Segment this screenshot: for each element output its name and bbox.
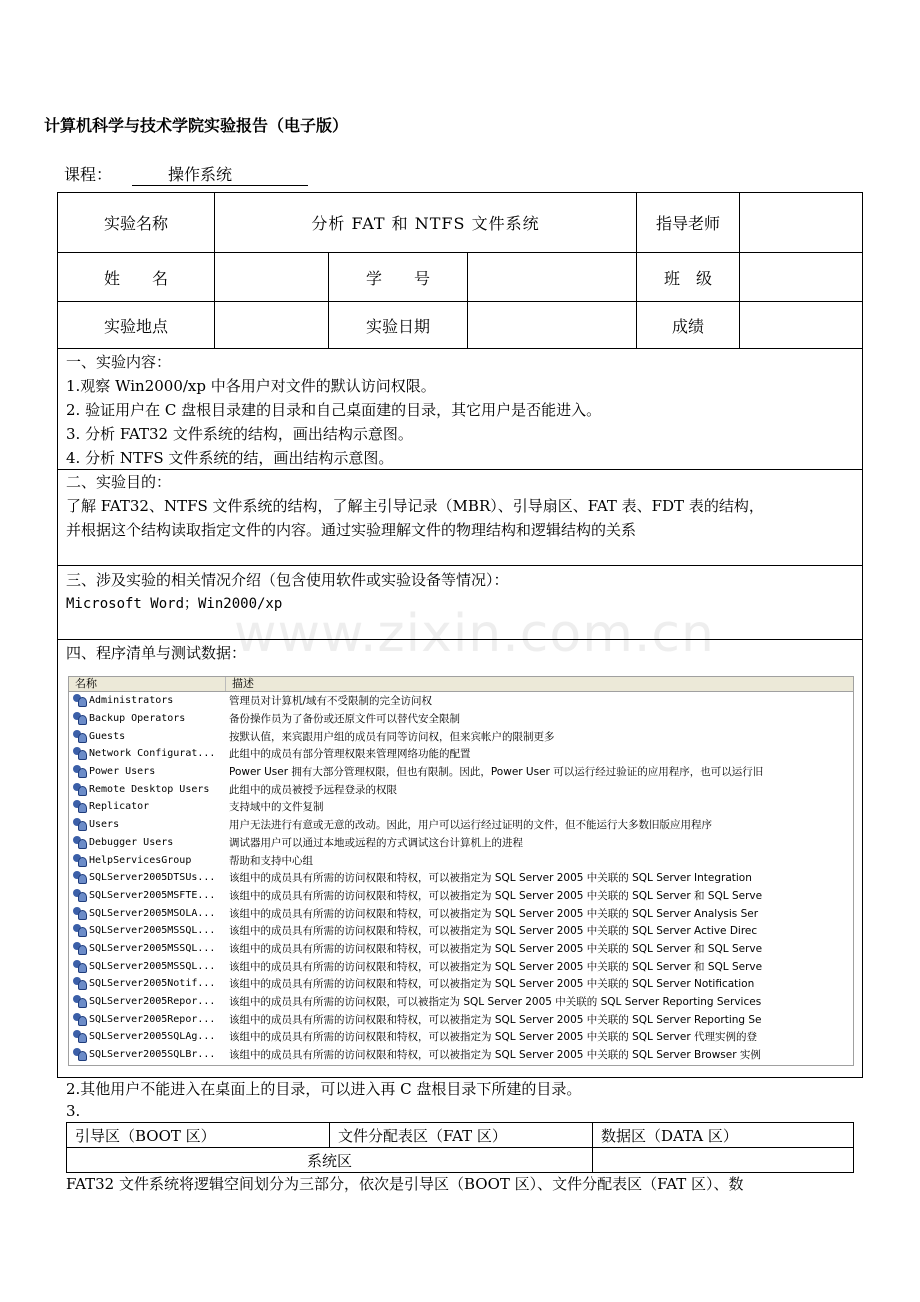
date-value[interactable] bbox=[468, 302, 637, 349]
list-item[interactable] bbox=[69, 834, 853, 852]
group-description: 按默认值，来宾跟用户组的成员有同等访问权，但来宾帐户的限制更多 bbox=[229, 730, 555, 743]
group-name-cell bbox=[69, 960, 227, 973]
location-label: 实验地点 bbox=[58, 302, 215, 349]
group-icon bbox=[73, 1030, 87, 1043]
group-name: SQLServer2005MSSQL... bbox=[89, 960, 216, 972]
list-item[interactable] bbox=[69, 727, 853, 745]
score-label: 成绩 bbox=[637, 302, 740, 349]
section1-item: 4. 分析 NTFS 文件系统的结，画出结构示意图。 bbox=[66, 449, 394, 467]
group-icon bbox=[73, 1013, 87, 1026]
group-name: Users bbox=[89, 819, 120, 831]
group-name-cell bbox=[69, 1048, 227, 1061]
section1-item: 1.观察 Win2000/xp 中各用户对文件的默认访问权限。 bbox=[66, 377, 436, 395]
group-name-cell bbox=[69, 995, 227, 1008]
fat32-description: FAT32 文件系统将逻辑空间划分为三部分，依次是引导区（BOOT 区）、文件分配表区（FAT 区）、数 bbox=[66, 1175, 744, 1193]
exp-name-value: 分析 FAT 和 NTFS 文件系统 bbox=[215, 193, 637, 253]
list-item[interactable] bbox=[69, 1046, 853, 1064]
group-description: 该组中的成员具有所需的访问权限和特权，可以被指定为 SQL Server 2005 中关联的 SQL Server Reporting Se bbox=[229, 1013, 762, 1026]
group-icon bbox=[73, 889, 87, 902]
date-label: 实验日期 bbox=[329, 302, 468, 349]
group-name: SQLServer2005MSOLA... bbox=[89, 907, 216, 919]
column-header-desc[interactable]: 描述 bbox=[232, 677, 254, 690]
group-description: 该组中的成员具有所需的访问权限和特权，可以被指定为 SQL Server 2005 中关联的 SQL Server 和 SQL Serve bbox=[229, 960, 763, 973]
column-header-name[interactable]: 名称 bbox=[69, 677, 226, 691]
group-name-cell bbox=[69, 730, 227, 743]
group-name-cell bbox=[69, 712, 227, 725]
group-description: 备份操作员为了备份或还原文件可以替代安全限制 bbox=[229, 713, 460, 726]
score-value[interactable] bbox=[740, 302, 863, 349]
section2-line: 并根据这个结构读取指定文件的内容。通过实验理解文件的物理结构和逻辑结构的关系 bbox=[66, 521, 637, 539]
group-description: 管理员对计算机/域有不受限制的完全访问权 bbox=[229, 695, 433, 708]
group-name-cell bbox=[69, 783, 227, 796]
group-icon bbox=[73, 694, 87, 707]
list-item[interactable] bbox=[69, 745, 853, 763]
fat32-structure-table bbox=[66, 1122, 854, 1173]
section1-item: 2. 验证用户在 C 盘根目录建的目录和自己桌面建的目录，其它用户是否能进入。 bbox=[66, 401, 602, 419]
group-description: 该组中的成员具有所需的访问权限和特权，可以被指定为 SQL Server 2005 中关联的 SQL Server 和 SQL Serve bbox=[229, 942, 763, 955]
list-item[interactable] bbox=[69, 922, 853, 940]
course-label: 课程： bbox=[64, 165, 113, 184]
group-icon bbox=[73, 871, 87, 884]
group-description: 该组中的成员具有所需的访问权限和特权，可以被指定为 SQL Server 2005 中关联的 SQL Server 和 SQL Serve bbox=[229, 889, 763, 902]
group-description: 此组中的成员被授予远程登录的权限 bbox=[229, 783, 397, 796]
group-icon bbox=[73, 995, 87, 1008]
section2-heading: 二、实验目的： bbox=[66, 473, 172, 491]
group-icon bbox=[73, 854, 87, 867]
group-name: SQLServer2005MSSQL... bbox=[89, 942, 216, 954]
group-name: Backup Operators bbox=[89, 713, 186, 725]
group-name-cell bbox=[69, 1013, 227, 1026]
group-description: 该组中的成员具有所需的访问权限，可以被指定为 SQL Server 2005 中关联的 SQL Server Reporting Services bbox=[229, 996, 762, 1009]
group-icon bbox=[73, 907, 87, 920]
list-item[interactable] bbox=[69, 780, 853, 798]
name-value[interactable] bbox=[215, 253, 329, 302]
list-item[interactable] bbox=[69, 887, 853, 905]
list-item[interactable] bbox=[69, 816, 853, 834]
group-description: 该组中的成员具有所需的访问权限和特权，可以被指定为 SQL Server 2005 中关联的 SQL Server Browser 实例 bbox=[229, 1049, 761, 1062]
group-icon bbox=[73, 747, 87, 760]
group-icon bbox=[73, 818, 87, 831]
info-table bbox=[57, 192, 863, 349]
group-name: SQLServer2005Repor... bbox=[89, 996, 216, 1008]
group-name: SQLServer2005MSFTE... bbox=[89, 889, 216, 901]
section-purpose bbox=[57, 470, 863, 566]
group-name: Debugger Users bbox=[89, 836, 174, 848]
group-icon bbox=[73, 924, 87, 937]
list-item[interactable] bbox=[69, 993, 853, 1011]
note-3: 3. bbox=[66, 1102, 81, 1120]
section1-heading: 一、实验内容： bbox=[66, 353, 172, 371]
list-item[interactable] bbox=[69, 851, 853, 869]
group-name: Guests bbox=[89, 730, 126, 742]
group-name-cell bbox=[69, 1030, 227, 1043]
group-icon bbox=[73, 836, 87, 849]
group-name: Administrators bbox=[89, 695, 174, 707]
group-name: SQLServer2005Notif... bbox=[89, 978, 216, 990]
group-name: Power Users bbox=[89, 766, 156, 778]
group-description: 用户无法进行有意或无意的改动。因此，用户可以运行经过证明的文件，但不能运行大多数旧版应用程序 bbox=[229, 819, 712, 832]
exp-name-label: 实验名称 bbox=[58, 193, 215, 253]
list-item[interactable] bbox=[69, 710, 853, 728]
group-name-cell bbox=[69, 800, 227, 813]
group-name: SQLServer2005MSSQL... bbox=[89, 925, 216, 937]
group-name-cell bbox=[69, 854, 227, 867]
group-name-cell bbox=[69, 942, 227, 955]
group-name: SQLServer2005DTSUs... bbox=[89, 872, 216, 884]
list-item[interactable] bbox=[69, 798, 853, 816]
group-name: SQLServer2005Repor... bbox=[89, 1013, 216, 1025]
group-name-cell bbox=[69, 694, 227, 707]
course-value: 操作系统 bbox=[132, 162, 308, 186]
list-item[interactable] bbox=[69, 692, 853, 710]
group-icon bbox=[73, 942, 87, 955]
section2-line: 了解 FAT32、NTFS 文件系统的结构，了解主引导记录（MBR）、引导扇区、FAT 表、FDT 表的结构， bbox=[66, 497, 764, 515]
group-description: Power User 拥有大部分管理权限，但也有限制。因此，Power User 可以运行经过验证的应用程序，也可以运行旧 bbox=[229, 766, 764, 779]
system-area: 系统区 bbox=[67, 1148, 593, 1173]
section-content bbox=[57, 348, 863, 470]
data-area: 数据区（DATA 区） bbox=[593, 1123, 854, 1148]
group-name: Replicator bbox=[89, 801, 150, 813]
group-icon bbox=[73, 730, 87, 743]
course-line bbox=[64, 162, 308, 186]
group-name-cell bbox=[69, 871, 227, 884]
group-description: 该组中的成员具有所需的访问权限和特权，可以被指定为 SQL Server 2005 中关联的 SQL Server Active Direc bbox=[229, 925, 758, 938]
section3-content: Microsoft Word；Win2000/xp bbox=[66, 596, 283, 612]
report-title: 计算机科学与技术学院实验报告（电子版） bbox=[44, 116, 349, 135]
group-name: Remote Desktop Users bbox=[89, 783, 210, 795]
group-icon bbox=[73, 1048, 87, 1061]
student-id-label: 学 号 bbox=[329, 253, 468, 302]
list-item[interactable] bbox=[69, 1010, 853, 1028]
list-item[interactable] bbox=[69, 1028, 853, 1046]
fat-area: 文件分配表区（FAT 区） bbox=[330, 1123, 593, 1148]
group-name-cell bbox=[69, 907, 227, 920]
group-name-cell bbox=[69, 765, 227, 778]
group-name-cell bbox=[69, 889, 227, 902]
boot-area: 引导区（BOOT 区） bbox=[67, 1123, 330, 1148]
section1-item: 3. 分析 FAT32 文件系统的结构，画出结构示意图。 bbox=[66, 425, 413, 443]
list-item[interactable] bbox=[69, 763, 853, 781]
section3-heading: 三、涉及实验的相关情况介绍（包含使用软件或实验设备等情况）： bbox=[66, 571, 509, 589]
data-area-blank bbox=[593, 1148, 854, 1173]
section4-heading: 四、程序清单与测试数据： bbox=[66, 644, 247, 662]
group-icon bbox=[73, 783, 87, 796]
group-name-cell bbox=[69, 977, 227, 990]
group-name: SQLServer2005SQLBr... bbox=[89, 1049, 216, 1061]
list-item[interactable] bbox=[69, 904, 853, 922]
group-name: HelpServicesGroup bbox=[89, 854, 192, 866]
list-header bbox=[69, 677, 853, 692]
class-value[interactable] bbox=[740, 253, 863, 302]
group-name-cell bbox=[69, 924, 227, 937]
group-name-cell bbox=[69, 818, 227, 831]
group-icon bbox=[73, 765, 87, 778]
location-value[interactable] bbox=[215, 302, 329, 349]
watermark: www.zixin.com.cn bbox=[234, 604, 715, 664]
group-description: 帮助和支持中心组 bbox=[229, 854, 313, 867]
list-rows bbox=[69, 692, 853, 1063]
name-label: 姓 名 bbox=[58, 253, 215, 302]
group-name-cell bbox=[69, 747, 227, 760]
group-icon bbox=[73, 960, 87, 973]
group-icon bbox=[73, 712, 87, 725]
group-description: 该组中的成员具有所需的访问权限和特权，可以被指定为 SQL Server 2005 中关联的 SQL Server Analysis Ser bbox=[229, 907, 759, 920]
section-environment bbox=[57, 566, 863, 640]
group-name: Network Configurat... bbox=[89, 748, 216, 760]
group-name: SQLServer2005SQLAg... bbox=[89, 1031, 216, 1043]
user-groups-list[interactable] bbox=[68, 676, 854, 1066]
list-item[interactable] bbox=[69, 957, 853, 975]
group-description: 支持域中的文件复制 bbox=[229, 801, 324, 814]
group-description: 此组中的成员有部分管理权限来管理网络功能的配置 bbox=[229, 748, 471, 761]
group-icon bbox=[73, 977, 87, 990]
list-item[interactable] bbox=[69, 940, 853, 958]
note-2: 2.其他用户不能进入在桌面上的目录，可以进入再 C 盘根目录下所建的目录。 bbox=[66, 1080, 582, 1098]
student-id-value[interactable] bbox=[468, 253, 637, 302]
list-item[interactable] bbox=[69, 975, 853, 993]
teacher-label: 指导老师 bbox=[637, 193, 740, 253]
group-description: 该组中的成员具有所需的访问权限和特权，可以被指定为 SQL Server 2005 中关联的 SQL Server 代理实例的登 bbox=[229, 1031, 758, 1044]
group-name-cell bbox=[69, 836, 227, 849]
list-item[interactable] bbox=[69, 869, 853, 887]
teacher-value[interactable] bbox=[740, 193, 863, 253]
group-icon bbox=[73, 800, 87, 813]
group-description: 该组中的成员具有所需的访问权限和特权，可以被指定为 SQL Server 2005 中关联的 SQL Server Integration bbox=[229, 872, 752, 885]
group-description: 该组中的成员具有所需的访问权限和特权，可以被指定为 SQL Server 2005 中关联的 SQL Server Notification bbox=[229, 978, 755, 991]
class-label: 班 级 bbox=[637, 253, 740, 302]
group-description: 调试器用户可以通过本地或远程的方式调试这台计算机上的进程 bbox=[229, 836, 523, 849]
